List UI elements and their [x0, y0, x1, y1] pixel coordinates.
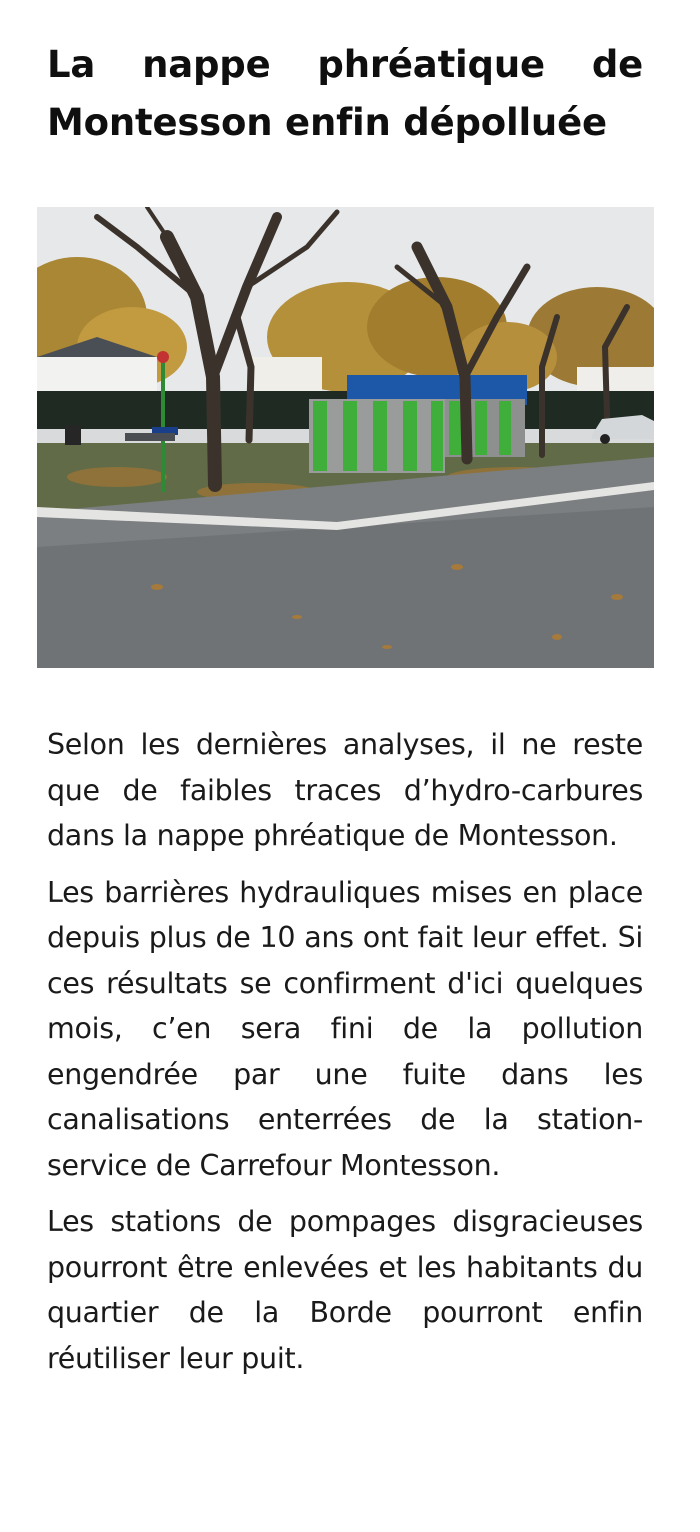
article-photo [37, 207, 654, 668]
article-paragraph: Les barrières hydrauliques mises en place depuis plus de 10 ans ont fait leur effet. Si ces résultats se confirment d'ici quelques mois, c’en sera fini de la pollution engendrée par une fuite dans les canalisations enterrées de la station-service de Carrefour Montesson. [47, 875, 643, 1182]
article-paragraph: Selon les dernières analyses, il ne reste que de faibles traces d’hydro-carbures dans la nappe phréatique de Montesson. [47, 728, 643, 852]
photo-bin [65, 425, 81, 445]
photo-bench [125, 433, 175, 441]
article-body [47, 722, 643, 1392]
article-title: La nappe phréatique de Montesson enfin dépolluée [47, 43, 643, 144]
article-paragraph: Les stations de pompages disgracieuses pourront être enlevées et les habitants du quartier de la Borde pourront enfin réutiliser leur puit. [47, 1205, 643, 1375]
photo-illustration [37, 207, 654, 668]
